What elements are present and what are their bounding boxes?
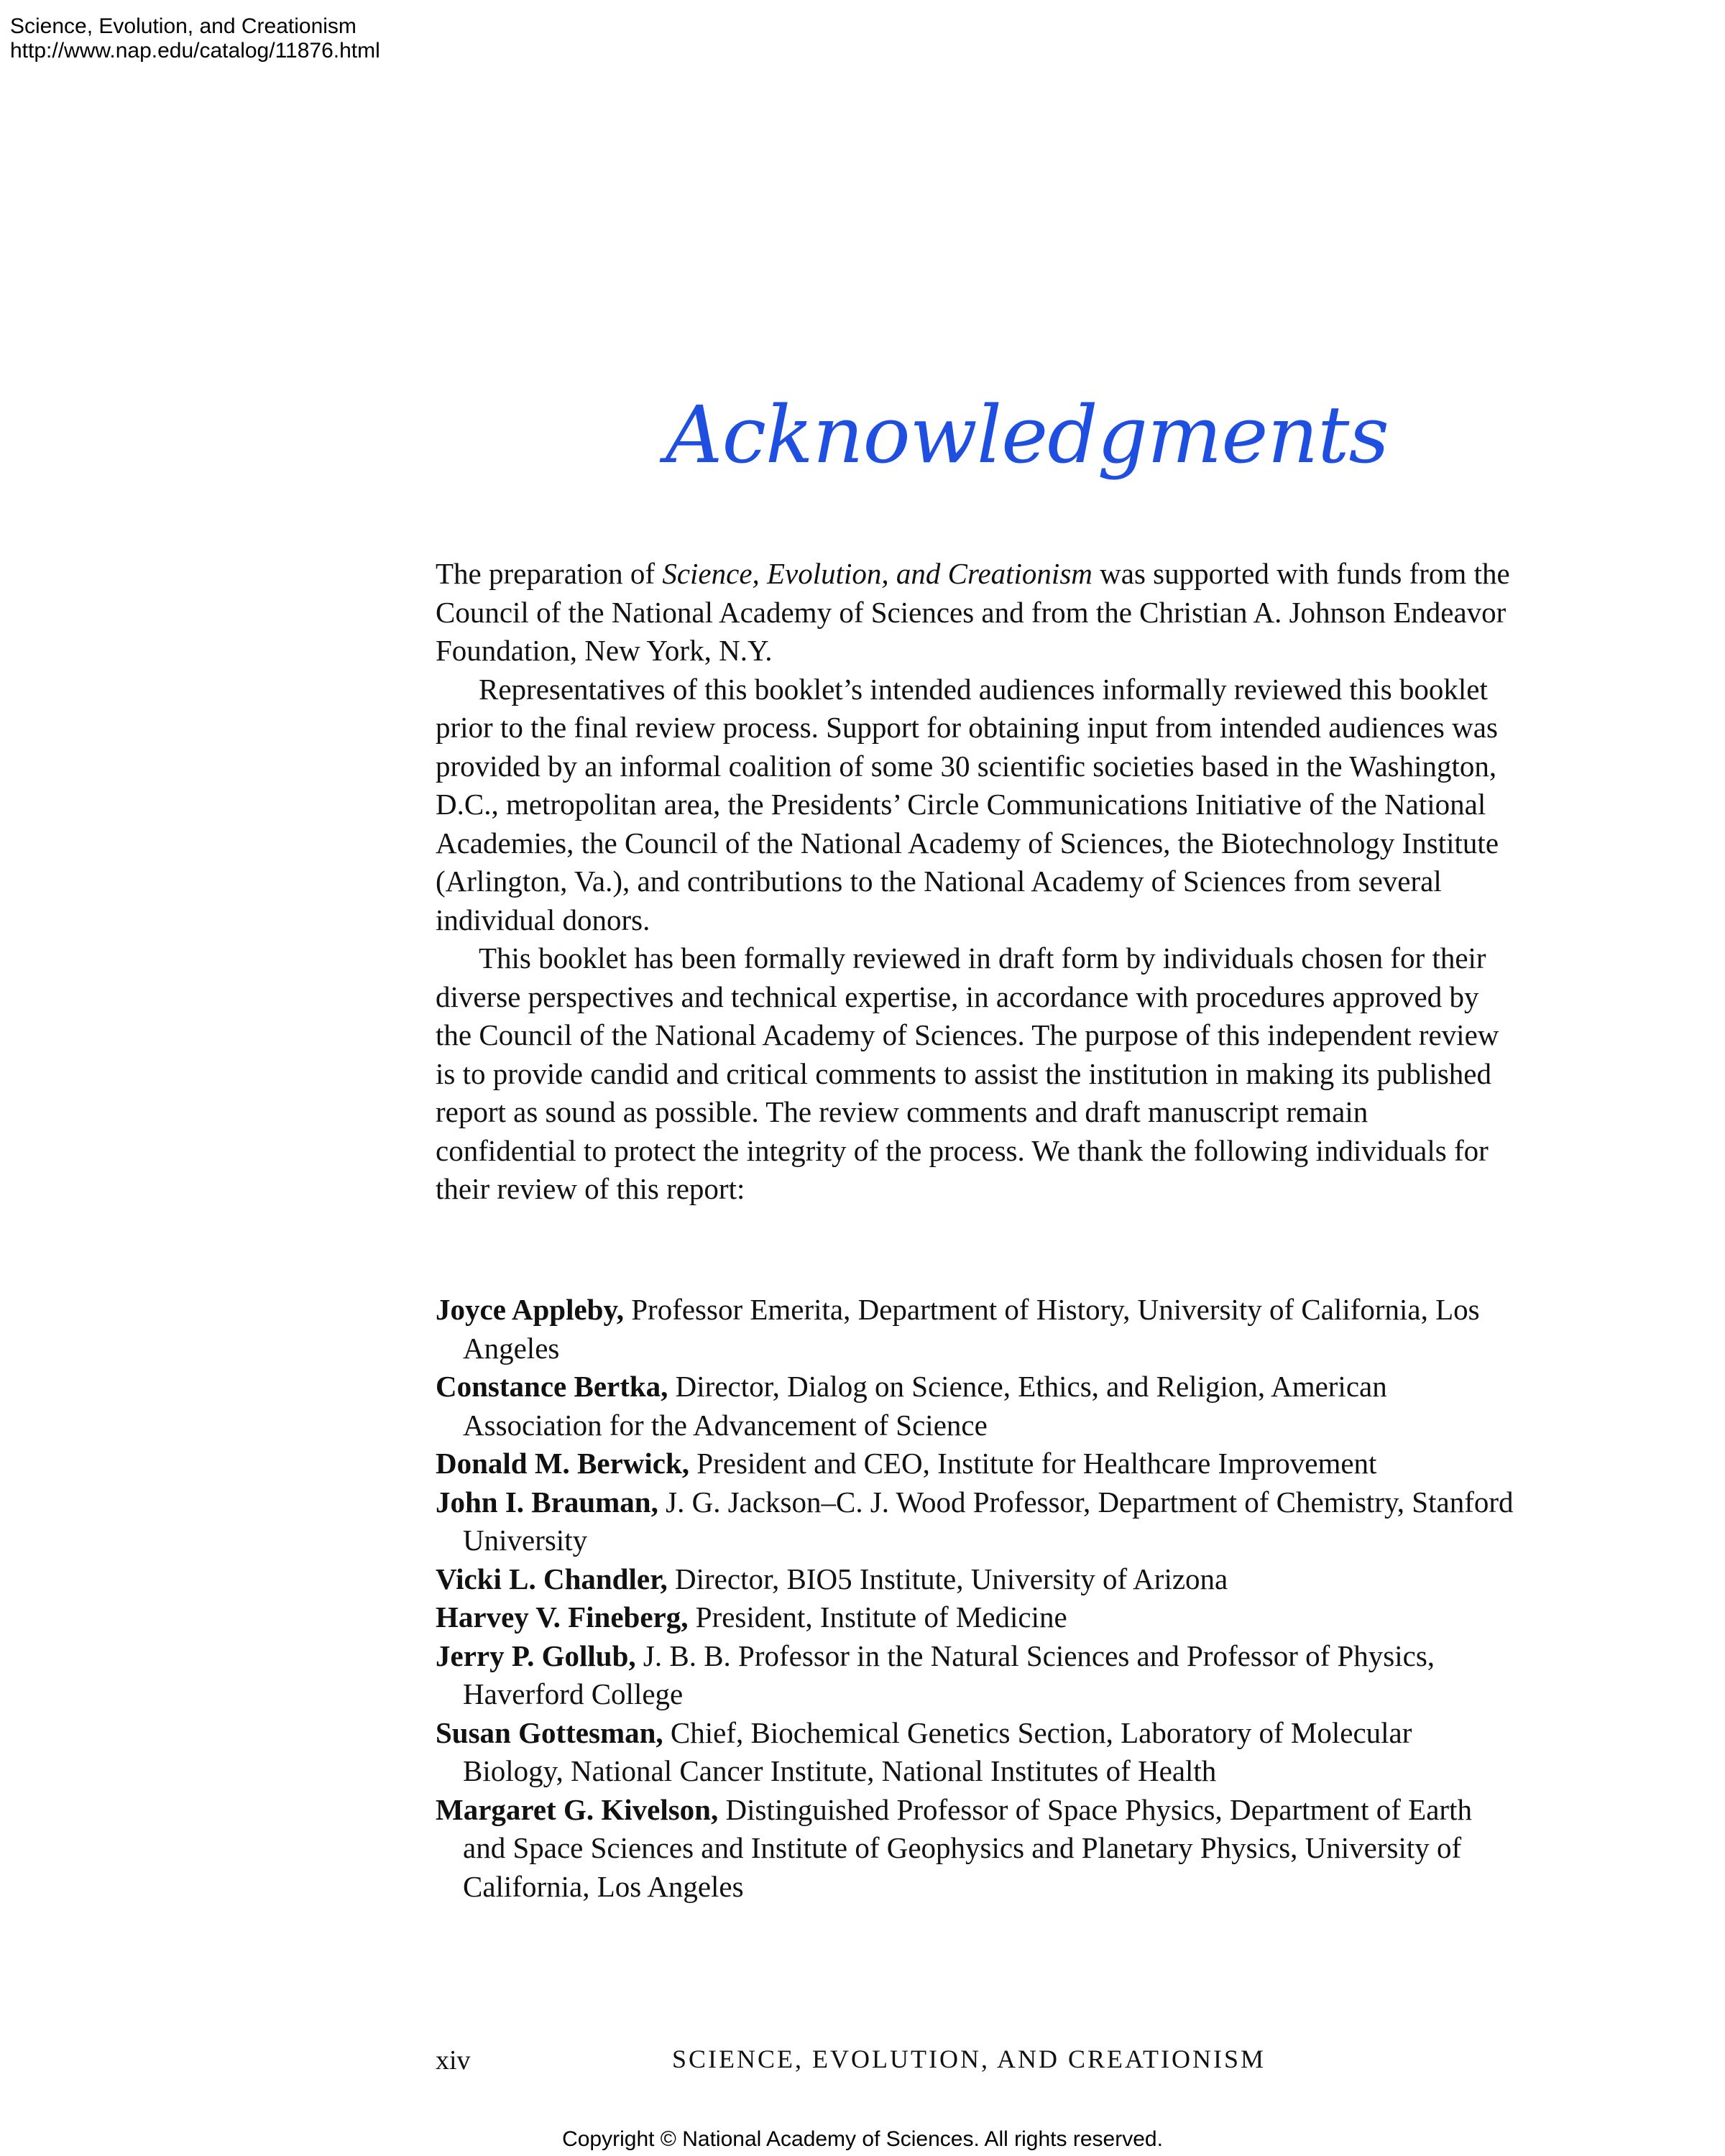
catalog-url[interactable]: http://www.nap.edu/catalog/11876.html	[10, 39, 380, 63]
paragraph-funding-end: was supported with funds from the Council of the National Academy of Sciences and from the Christian A. Johnson Endeavor Foundation, New York, N.Y.	[436, 557, 1510, 667]
reviewer-name: Vicki L. Chandler,	[436, 1562, 668, 1595]
reviewer-affiliation: Chief, Biochemical Genetics Section, Laboratory of Molecular Biology, National Cancer Institute, National Institutes of Health	[463, 1715, 1412, 1787]
reviewer-affiliation: Professor Emerita, Department of History, University of California, Los Angeles	[463, 1293, 1480, 1365]
reviewer-item	[436, 1791, 1514, 1907]
paragraph-funding-start: The preparation of	[436, 557, 663, 590]
page-header	[10, 14, 380, 63]
reviewer-name: Donald M. Berwick,	[436, 1447, 690, 1480]
book-title-header: Science, Evolution, and Creationism	[10, 14, 356, 38]
reviewer-affiliation: Director, BIO5 Institute, University of Arizona	[667, 1562, 1228, 1595]
reviewer-name: Margaret G. Kivelson,	[436, 1792, 719, 1826]
reviewer-item	[436, 1637, 1514, 1714]
reviewer-name: Harvey V. Fineberg,	[436, 1600, 689, 1634]
reviewer-item	[436, 1445, 1514, 1483]
page-title: Acknowledgments	[666, 389, 1389, 481]
reviewer-item	[436, 1714, 1514, 1791]
book-title-italic: Science, Evolution, and Creationism	[662, 557, 1092, 590]
reviewer-name: Susan Gottesman,	[436, 1715, 663, 1749]
copyright-notice: Copyright © National Academy of Sciences. All rights reserved.	[562, 2127, 1163, 2151]
reviewer-name: John I. Brauman,	[436, 1485, 658, 1519]
reviewer-affiliation: President and CEO, Institute for Healthcare Improvement	[689, 1447, 1377, 1480]
reviewer-affiliation: J. G. Jackson–C. J. Wood Professor, Department of Chemistry, Stanford University	[463, 1485, 1514, 1557]
paragraph-formal-review: This booklet has been formally reviewed in draft form by individuals chosen for their diverse perspectives and technical expertise, in accordance with procedures approved by the Council of the National Academy of Sciences. The purpose of this independent review is to provide candid and critical comments to assist the institution in making its published report as sound as possible. The review comments and draft manuscript remain confidential to protect the integrity of the process. We thank the following individuals for their review of this report:	[436, 941, 1499, 1205]
reviewer-item	[436, 1291, 1514, 1368]
reviewer-affiliation: Director, Dialog on Science, Ethics, and Religion, American Association for the Advancement of Science	[463, 1370, 1387, 1442]
reviewer-item	[436, 1368, 1514, 1445]
page-number: xiv	[436, 2045, 471, 2076]
reviewer-list	[436, 1291, 1514, 1906]
reviewer-item	[436, 1560, 1514, 1599]
running-title: SCIENCE, EVOLUTION, AND CREATIONISM	[672, 2045, 1266, 2073]
reviewer-name: Joyce Appleby,	[436, 1293, 624, 1326]
acknowledgments-body	[436, 555, 1514, 1209]
reviewer-name: Constance Bertka,	[436, 1370, 668, 1403]
paragraph-informal-review: Representatives of this booklet’s intended audiences informally reviewed this booklet prior to the final review process. Support for obtaining input from intended audiences was provided by an informal coalition of some 30 scientific societies based in the Washington, D.C., metropolitan area, the Presidents’ Circle Communications Initiative of the National Academies, the Council of the National Academy of Sciences, the Biotechnology Institute (Arlington, Va.), and contributions to the National Academy of Sciences from several individual donors.	[436, 672, 1499, 936]
paragraph-funding	[436, 555, 1514, 671]
reviewer-affiliation: Distinguished Professor of Space Physics, Department of Earth and Space Sciences and Institute of Geophysics and Planetary Physics, University of California, Los Angeles	[463, 1792, 1472, 1903]
reviewer-affiliation: J. B. B. Professor in the Natural Sciences and Professor of Physics, Haverford College	[463, 1639, 1435, 1710]
reviewer-name: Jerry P. Gollub,	[436, 1639, 636, 1672]
reviewer-item	[436, 1483, 1514, 1560]
reviewer-item	[436, 1598, 1514, 1637]
reviewer-affiliation: President, Institute of Medicine	[688, 1600, 1067, 1634]
